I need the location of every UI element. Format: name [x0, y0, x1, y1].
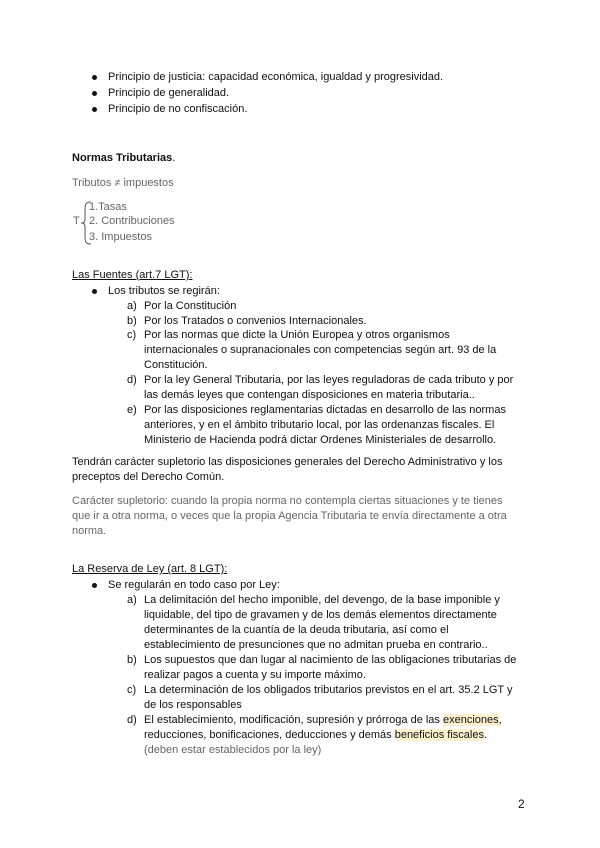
fuentes-item-e-line: Por las disposiciones reglamentarias dictadas en desarrollo de las normas	[144, 404, 506, 416]
reserva-item-d-line-1	[144, 713, 502, 728]
fuentes-item-c-line: internacionales o supranacionales con competencias según art. 93 de la	[144, 344, 497, 356]
supletorio-note-line: Carácter supletorio: cuando la propia norma no contempla ciertas situaciones y te tienes	[72, 495, 503, 507]
tributo-list-item: 1.Tasas	[89, 201, 127, 213]
reserva-item-d-text: El establecimiento, modificación, supresión y prórroga de las	[144, 714, 443, 726]
fuentes-item-c-line: Por las normas que dicte la Unión Europea y otros organismos	[144, 329, 450, 341]
top-bullet-1: Principio de justicia: capacidad económica, igualdad y progresividad.	[108, 71, 444, 83]
list-marker: a)	[127, 300, 137, 312]
bullet-dot	[92, 91, 97, 96]
bullet-dot	[92, 75, 97, 80]
fuentes-item-a: Por la Constitución	[144, 300, 237, 312]
reserva-item-d-text: .	[483, 729, 488, 741]
top-bullet-2: Principio de generalidad.	[108, 87, 230, 99]
list-marker: a)	[127, 594, 137, 606]
reserva-item-a-line: establecimiento de presunciones que no admitan prueba en contrario..	[144, 639, 488, 651]
supletorio-line: Tendrán carácter supletorio las disposiciones generales del Derecho Administrativo y los	[72, 456, 503, 468]
reserva-item-b-line: Los supuestos que dan lugar al nacimiento de las obligaciones tributarias de	[144, 654, 517, 666]
normas-heading	[72, 151, 175, 166]
fuentes-bullet: Los tributos se regirán:	[108, 285, 220, 297]
bullet-dot	[92, 107, 97, 112]
fuentes-item-b: Por los Tratados o convenios Internacionales.	[144, 315, 367, 327]
supletorio-note-line: que ir a otra norma, o veces que la propia Agencia Tributaria te envía directamente a otra	[72, 510, 507, 522]
fuentes-item-e-line: anteriores, y en el ámbito tributario local, por las ordenanzas fiscales. El	[144, 419, 495, 431]
t-letter: T	[73, 215, 80, 227]
list-marker: d)	[127, 714, 137, 726]
reserva-item-a-line: liquidable, del tipo de gravamen y de los demás elementos directamente	[144, 609, 497, 621]
reserva-item-d-note: (deben estar establecidos por la ley)	[144, 744, 322, 756]
reserva-item-a-line: La delimitación del hecho imponible, del devengo, de la base imponible y	[144, 594, 500, 606]
highlight-beneficios-fiscales: beneficios fiscales	[394, 729, 484, 741]
fuentes-item-d-line: las demás leyes que contengan disposiciones en materia tributaria..	[144, 389, 475, 401]
bullet-dot	[92, 583, 97, 588]
reserva-item-d-text: ,	[498, 714, 502, 726]
highlight-exenciones: exenciones	[442, 714, 499, 726]
list-marker: b)	[127, 315, 137, 327]
bullet-dot	[92, 289, 97, 294]
reserva-item-a-line: determinantes de la cuantía de la deuda tributaria, así como el	[144, 624, 449, 636]
reserva-item-d-text: reducciones, bonificaciones, deducciones y demás	[144, 729, 395, 741]
tributo-list-item: 2. Contribuciones	[89, 215, 175, 227]
reserva-item-c-line: La determinación de los obligados tributarios previstos en el art. 35.2 LGT y	[144, 684, 513, 696]
reserva-item-b-line: realizar pagos a cuenta y su importe máximo.	[144, 669, 366, 681]
fuentes-item-c-line: Constitución.	[144, 359, 208, 371]
list-marker: b)	[127, 654, 137, 666]
normas-heading-dot: .	[172, 152, 176, 164]
list-marker: e)	[127, 404, 137, 416]
normas-heading-text: Normas Tributarias	[72, 152, 173, 164]
tributo-list-item: 3. Impuestos	[89, 231, 152, 243]
reserva-bullet: Se regularán en todo caso por Ley:	[108, 579, 280, 591]
list-marker: c)	[127, 684, 137, 696]
page-number: 2	[518, 797, 525, 811]
reserva-item-c-line: de los responsables	[144, 699, 242, 711]
top-bullet-3: Principio de no confiscación.	[108, 103, 248, 115]
list-marker: d)	[127, 374, 137, 386]
fuentes-heading: Las Fuentes (art.7 LGT):	[72, 269, 193, 281]
normas-subtitle: Tributos ≠ impuestos	[72, 177, 174, 189]
reserva-item-d-line-2	[144, 728, 487, 743]
supletorio-note-line: norma.	[72, 525, 107, 537]
fuentes-item-e-line: Ministerio de Hacienda podrá dictar Ordenes Ministeriales de desarrollo.	[144, 434, 497, 446]
reserva-heading: La Reserva de Ley (art. 8 LGT):	[72, 563, 228, 575]
fuentes-item-d-line: Por la ley General Tributaria, por las leyes reguladoras de cada tributo y por	[144, 374, 514, 386]
supletorio-line: preceptos del Derecho Común.	[72, 471, 225, 483]
list-marker: c)	[127, 329, 137, 341]
